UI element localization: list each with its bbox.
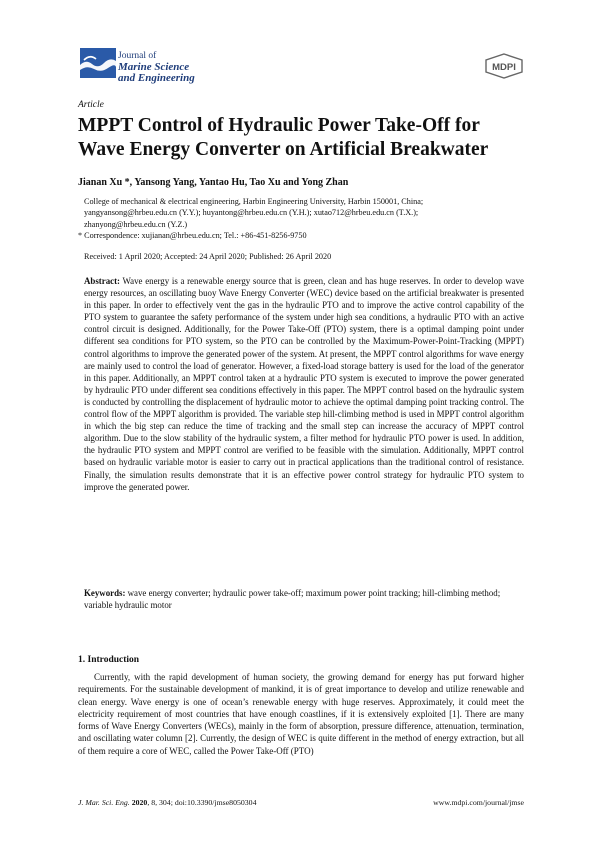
article-type: Article	[78, 100, 104, 110]
keywords	[84, 587, 524, 611]
section-heading: 1. Introduction	[78, 655, 140, 665]
affiliation-line: College of mechanical & electrical engineering, Harbin Engineering University, Harbin 150001, China;	[84, 197, 424, 206]
keywords-text: wave energy converter; hydraulic power take-off; maximum power point tracking; hill-climbing method; variable hydraulic motor	[84, 588, 501, 611]
journal-name-line2: Marine Science	[118, 61, 190, 73]
affiliation-block	[78, 196, 528, 242]
affiliation-emails: yangyansong@hrbeu.edu.cn (Y.Y.); huyantong@hrbeu.edu.cn (Y.H.); xutao712@hrbeu.edu.cn (T.X.);	[84, 208, 419, 218]
section-body: Currently, with the rapid development of human society, the growing demand for energy has put forward higher requirements. For the sustainable development of mankind, it is of great importance to develop and utilize renewable and clean energy. Wave energy is one of ocean’s renewable energy with huge reserves. Approximately, it could meet the electricity requirement of most countries that have enough coastlines, if it is extensively exploited [1]. There are many forms of Wave Energy Converters (WECs), mainly in the form of absorption, pressure difference, attenuation, termination, and oscillating water column [2]. Currently, the design of WEC is quite different in the method of energy extraction, but all of them require a core of WEC, called the Power Take-Off (PTO)	[78, 672, 524, 756]
affiliation-emails-cont: zhanyong@hrbeu.edu.cn (Y.Z.)	[84, 219, 188, 229]
footer-year: 2020	[131, 798, 148, 807]
footer-journal-abbr: J. Mar. Sci. Eng.	[78, 798, 130, 807]
author-list: Jianan Xu *, Yansong Yang, Yantao Hu, Tao Xu and Yong Zhan	[78, 177, 349, 188]
svg-text:MDPI: MDPI	[492, 62, 516, 73]
abstract-text: Wave energy is a renewable energy source that is green, clean and has huge reserves. In order to develop wave energy resources, an oscillating buoy Wave Energy Converter (WEC) device based on the artificial breakwater is presented in this paper. In order to effectively vent the gas in the hydraulic PTO and to improve the active control capability of the PTO system to guarantee the safety performance of the system under high sea conditions, a hydraulic PTO with an active control circuit is designed. Additionally, for the Power Take-Off (PTO) system, there is a optimal damping point under different sea conditions for PTO system, so the PTO can be controlled by the Maximum-Power-Point-Tracking (MPPT) control algorithms to improve the generated power of the system. At present, the MPPT control algorithms for wave energy are mainly used to control the load of generator. However, a fixed-load storage battery is used for the load of the generator in this paper. Additionally, an MPPT control taken at a hydraulic PTO system is executed to improve the power generated by hydraulic PTO under different sea conditions effectively in this paper. The MPPT control based on the hydraulic system is conducted by controlling the displacement of hydraulic motor to achieve the optimal damping point tracking control. The control flow of the MPPT algorithm is provided. The variable step hill-climbing method is used in MPPT control algorithm in which the big step can reduce the time of tracking and the small step can increase the accuracy of MPPT control algorithm. Due to the slow stability of the hydraulic system, a filter method for hydraulic PTO power is used. In addition, the hydraulic PTO system and MPPT control are verified to be feasible with the simulation. Additionally, MPPT control based on hydraulic variable motor is easier to carry out in practical applications than the traditional control of resistance. Finally, the simulation results demonstrate that it is an effective power control strategy for hydraulic PTO system to improve the generated power.	[84, 276, 524, 492]
journal-name-line1: Journal of	[118, 51, 157, 61]
wave-logo-icon	[80, 48, 116, 78]
keywords-label: Keywords:	[84, 588, 126, 598]
footer-citation	[78, 798, 256, 807]
journal-name	[118, 51, 195, 84]
abstract-label: Abstract:	[84, 276, 120, 286]
footer-url: www.mdpi.com/journal/jmse	[433, 798, 524, 807]
mdpi-logo-icon	[484, 53, 524, 79]
journal-name-line3: and Engineering	[118, 72, 195, 84]
footer-volume-info: , 8, 304; doi:10.3390/jmse8050304	[147, 798, 257, 807]
publication-dates: Received: 1 April 2020; Accepted: 24 April 2020; Published: 26 April 2020	[84, 252, 332, 261]
abstract	[84, 275, 524, 493]
paper-title: MPPT Control of Hydraulic Power Take-Off for Wave Energy Converter on Artificial Breakwater	[78, 115, 489, 160]
correspondence: * Correspondence: xujianan@hrbeu.edu.cn; Tel.: +86-451-8256-9750	[78, 231, 307, 241]
